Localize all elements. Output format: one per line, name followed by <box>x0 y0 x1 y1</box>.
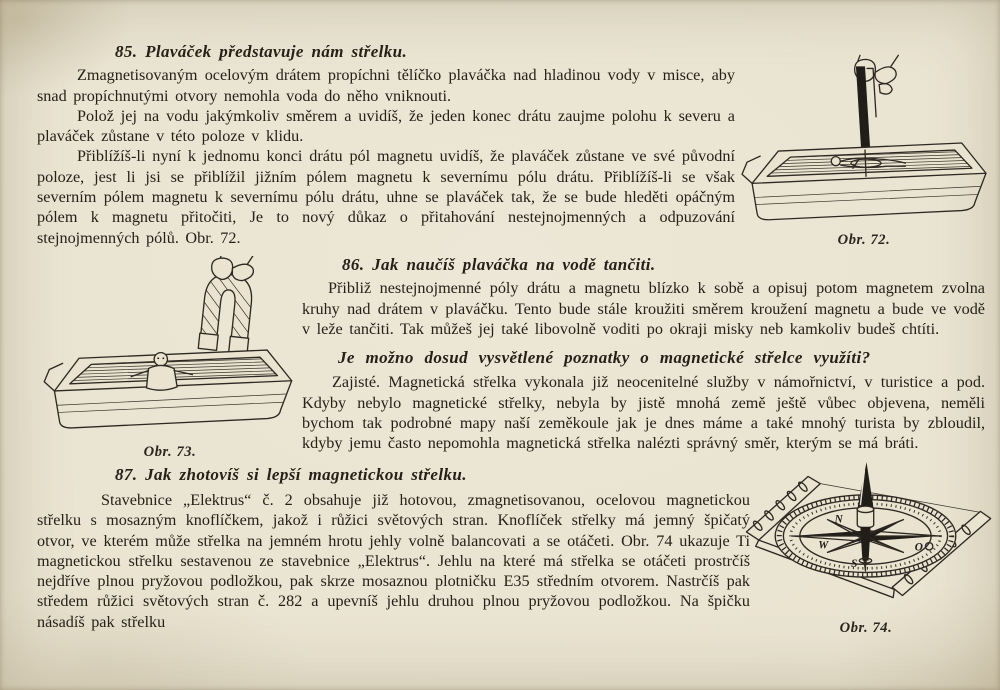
rose-letter-n: N <box>834 513 843 526</box>
section-87-paragraph-1: Stavebnice „Elektrus“ č. 2 obsahuje již hotovou, zmagnetisovanou, ocelovou magnetickou střelku s mosazným knoflíčkem, jakož i růžici světových stran. Knoflíček střelky má jemný špičatý otvor, ve kterém může střelka na jemném hrotu jehly volně balancovati a se otáčeti. Obr. 74 ukazuje Ti magnetickou střelku sestavenou ze stavebnice „Elektrus“. Jehlu na které má střelka se otáčeti prostrčíš nejdříve plnou pryžovou podložkou, pak skrze mosaznou plotničku E35 středním otvorem. Nastrčíš pak středem růžici světových stran č. 282 a upevníš jehlu druhou plnou pryžovou podložkou. Na špičku násadíš pak střelku <box>37 490 750 631</box>
figure-72-caption: Obr. 72. <box>837 232 891 248</box>
question-heading: Je možno dosud vysvětlené poznatky o magnetické střelce využíti? <box>338 348 871 368</box>
section-85-paragraph-3: Přiblížíš-li nyní k jednomu konci drátu pól magnetu uvidíš, že plaváček zůstane ve své původní poloze, jest li jsi se přiblížil jižním pólem magnetu k severnímu pólu drátu. Přiblížíš-li se však severním pólem magnetu k severnímu pólu drátu, uhne se plaváček tak, že se bude hleděti opáčným pólem k magnetu přitočiti, Je to nový důkaz o přitahování nestejnojmenných a odpuzování stejnojmenných pólů. Obr. 72. <box>37 147 735 247</box>
section-87-heading: 87. Jak zhotovíš si lepší magnetickou střelku. <box>115 464 467 484</box>
rose-letter-w: W <box>818 539 829 552</box>
rose-letter-o: O <box>914 541 923 554</box>
section-86-block <box>302 255 985 454</box>
figure-74-caption: Obr. 74. <box>839 620 893 636</box>
rose-letter-s: S <box>851 557 858 570</box>
section-86-heading: 86. Jak naučíš plaváčka na vodě tančiti. <box>342 254 656 274</box>
section-86-paragraph-1: Přibliž nestejnojmenné póly drátu a magnetu blízko k sobě a opisuj potom magnetem zvolna kruhy nad drátem v plaváčku. Tento bude stále kroužiti směrem kroužení magnetu a bude ve vodě v leže tančiti. Tak můžeš jej také libovolně voditi po okraji misky neb kamkoliv budeš chtíti. <box>302 279 985 338</box>
section-85-paragraph-2: Polož jej na vodu jakýmkoliv směrem a uvidíš, že jeden konec drátu zaujme polohu k severu a plaváček zůstane v této poloze v klidu. <box>37 106 735 146</box>
figure-73-caption: Obr. 73. <box>143 444 197 460</box>
section-85-paragraph-1: Zmagnetisovaným ocelovým drátem propíchni tělíčko plaváčka nad hladinou vody v misce, aby snad propíchnutými otvory nemohla voda do něho vniknouti. <box>37 66 735 105</box>
section-85-heading: 85. Plaváček představuje nám střelku. <box>115 42 408 61</box>
question-paragraph: Zajisté. Magnetická střelka vykonala již neocenitelné služby v námořnictví, v turistice a pod. Kdyby nebylo magnetické střelky, nebyla by jistě mnohá země ještě vůbec objevena, neměli bychom tak podrobné mapy naší zeměkoule jak je dnes máme a také mnohý turista by zbloudil, kdyby jemu často nepomohla magnetická střelka nalézti správný směr, kterým se má bráti. <box>302 373 985 453</box>
